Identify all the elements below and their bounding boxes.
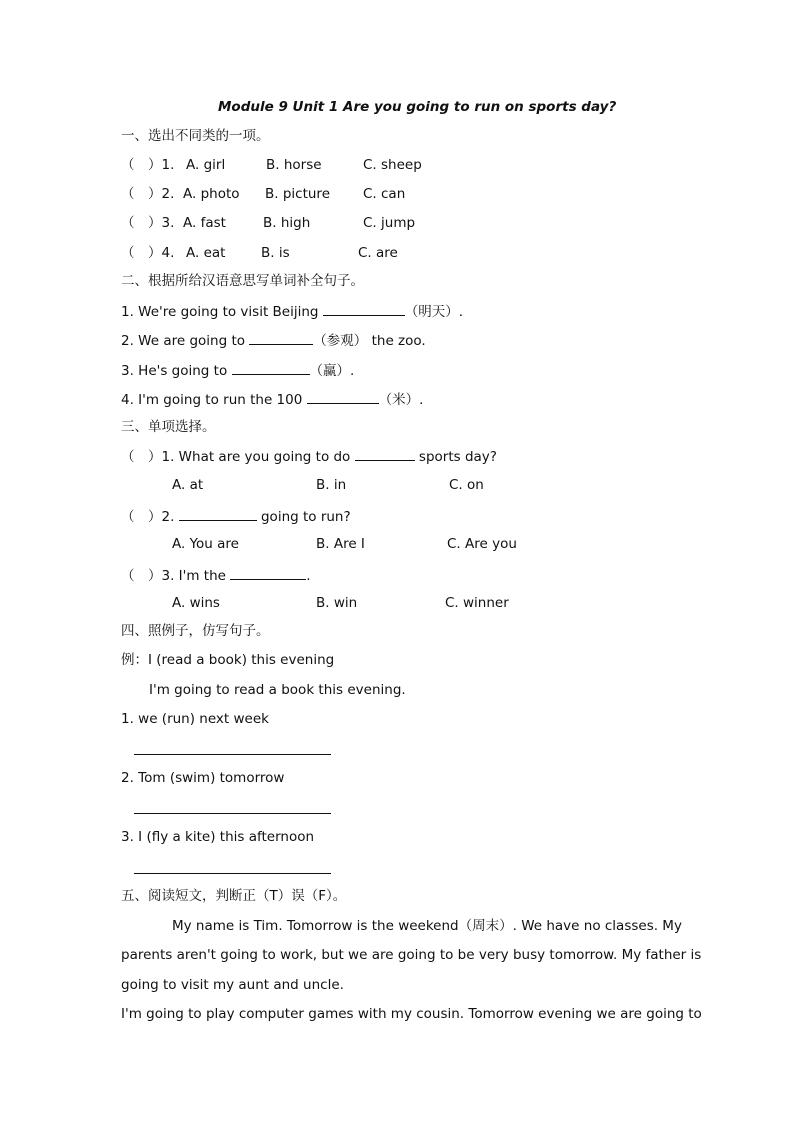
answer-blank[interactable] [323, 301, 405, 316]
s3-q3-option-a: A. wins [172, 595, 220, 611]
s1-q4-option-c: C. are [358, 245, 398, 261]
s3-q3 [121, 565, 311, 585]
s4-example-text: I (read a book) this evening [148, 652, 335, 668]
s4-example-answer: I'm going to read a book this evening. [149, 682, 406, 698]
answer-blank[interactable] [230, 565, 306, 580]
s2-item-2 [121, 330, 426, 350]
s2-item-3-text: 3. He's going to [121, 363, 228, 379]
s3-q3-option-c: C. winner [445, 595, 509, 611]
passage-line-2: parents aren't going to work, but we are going to be very busy tomorrow. My father is [121, 947, 702, 963]
s1-q3-option-a: A. fast [183, 215, 226, 231]
s1-q1-option-a: A. girl [186, 157, 226, 173]
s3-q2-tail: going to run? [260, 509, 351, 525]
worksheet-title: Module 9 Unit 1 Are you going to run on sports day? [218, 99, 617, 115]
section-2-heading: 二、根据所给汉语意思写单词补全句子。 [121, 273, 364, 289]
s2-item-2-hint: （参观） [313, 333, 368, 349]
s2-item-2-text: 2. We are going to [121, 333, 245, 349]
answer-line[interactable] [134, 754, 331, 755]
s3-q2-option-c: C. Are you [447, 536, 517, 552]
s1-q1-number: （ ）1. [121, 157, 175, 173]
s1-q3-number: （ ）3. [121, 215, 175, 231]
s1-q2-option-a: A. photo [183, 186, 240, 202]
s3-q1-text: （ ）1. What are you going to do [121, 449, 351, 465]
s1-q1-option-b: B. horse [266, 157, 322, 173]
s3-q3-text: （ ）3. I'm the [121, 568, 226, 584]
s2-item-4-hint: （米）. [378, 392, 424, 408]
s2-item-1-text: 1. We're going to visit Beijing [121, 304, 319, 320]
s3-q2-option-a: A. You are [172, 536, 239, 552]
passage-line-4: I'm going to play computer games with my cousin. Tomorrow evening we are going to [121, 1006, 702, 1022]
s1-q4-option-b: B. is [261, 245, 290, 261]
s1-q2-number: （ ）2. [121, 186, 175, 202]
s4-item-3: 3. I (fly a kite) this afternoon [121, 829, 315, 845]
s3-q1-option-a: A. at [172, 477, 204, 493]
s3-q2 [121, 506, 351, 526]
s1-q2-option-b: B. picture [265, 186, 330, 202]
s2-item-4-text: 4. I'm going to run the 100 [121, 392, 303, 408]
s4-example [121, 651, 334, 669]
answer-blank[interactable] [355, 446, 415, 461]
s1-q4-option-a: A. eat [186, 245, 226, 261]
answer-blank[interactable] [249, 330, 313, 345]
s1-q3-option-c: C. jump [363, 215, 416, 231]
s2-item-1-hint: （明天）. [404, 304, 464, 320]
s2-item-2-tail: the zoo. [371, 333, 426, 349]
s4-item-2: 2. Tom (swim) tomorrow [121, 770, 285, 786]
section-5-heading: 五、阅读短文，判断正（T）误（F）。 [121, 888, 347, 904]
section-1-heading: 一、选出不同类的一项。 [121, 128, 270, 144]
passage-line-3: going to visit my aunt and uncle. [121, 977, 344, 993]
s1-q1-option-c: C. sheep [363, 157, 422, 173]
answer-blank[interactable] [307, 389, 379, 404]
answer-blank[interactable] [232, 360, 310, 375]
s3-q3-tail: . [306, 568, 311, 584]
s3-q1-tail: sports day? [418, 449, 497, 465]
section-3-heading: 三、单项选择。 [121, 419, 216, 435]
s3-q1 [121, 446, 497, 466]
section-4-heading: 四、照例子，仿写句子。 [121, 623, 270, 639]
s2-item-4 [121, 389, 423, 409]
s1-q4-number: （ ）4. [121, 245, 175, 261]
answer-blank[interactable] [179, 506, 257, 521]
passage-line-1: My name is Tim. Tomorrow is the weekend（周末）. We have no classes. My [172, 918, 682, 934]
s1-q3-option-b: B. high [263, 215, 311, 231]
s4-example-label: 例： [121, 652, 148, 668]
s3-q1-option-c: C. on [449, 477, 484, 493]
answer-line[interactable] [134, 873, 331, 874]
s3-q3-option-b: B. win [316, 595, 358, 611]
s2-item-3 [121, 360, 354, 380]
s3-q2-text: （ ）2. [121, 509, 175, 525]
s2-item-1 [121, 301, 463, 321]
answer-line[interactable] [134, 813, 331, 814]
s4-item-1: 1. we (run) next week [121, 711, 269, 727]
s1-q2-option-c: C. can [363, 186, 406, 202]
s2-item-3-hint: （赢）. [309, 363, 355, 379]
s3-q1-option-b: B. in [316, 477, 347, 493]
s3-q2-option-b: B. Are I [316, 536, 365, 552]
